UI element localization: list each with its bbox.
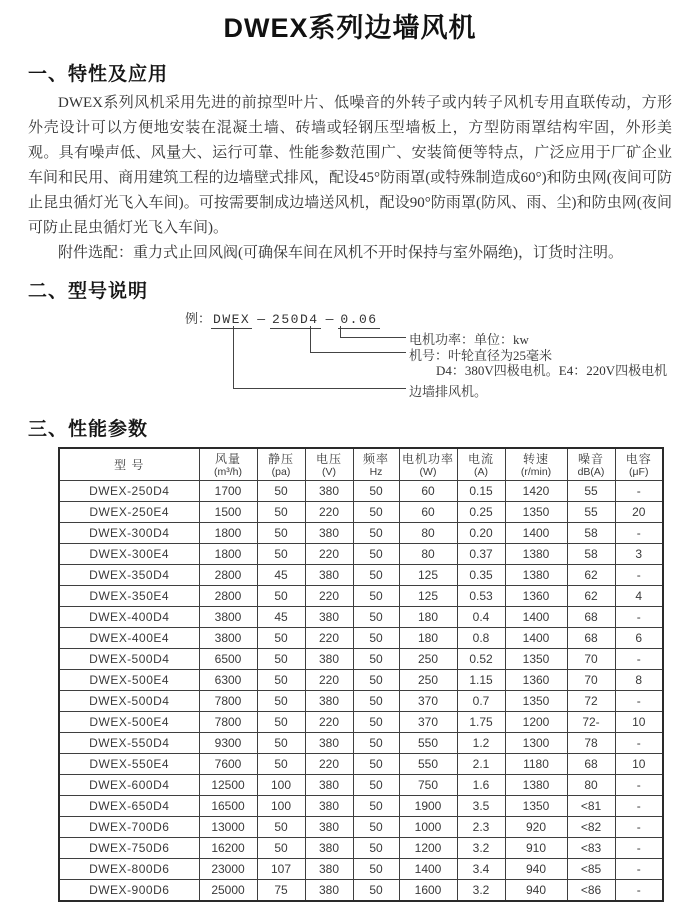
value-cell: 45	[257, 565, 305, 586]
value-cell: -	[615, 838, 663, 859]
performance-table-body	[59, 481, 663, 902]
value-cell: -	[615, 859, 663, 880]
value-cell: 6	[615, 628, 663, 649]
table-row	[59, 796, 663, 817]
section-heading-performance: 三、性能参数	[28, 419, 149, 440]
value-cell: -	[615, 880, 663, 902]
value-cell: 3.2	[457, 838, 505, 859]
value-cell: 80	[399, 544, 457, 565]
value-cell: 1500	[199, 502, 257, 523]
value-cell: 1180	[505, 754, 567, 775]
value-cell: 75	[257, 880, 305, 902]
model-cell: DWEX-250D4	[59, 481, 199, 502]
value-cell: 1360	[505, 586, 567, 607]
value-cell: 220	[305, 502, 353, 523]
value-cell: 50	[353, 712, 399, 733]
value-cell: 1380	[505, 544, 567, 565]
table-row	[59, 544, 663, 565]
value-cell: 50	[353, 838, 399, 859]
value-cell: 1700	[199, 481, 257, 502]
value-cell: 7800	[199, 712, 257, 733]
header-frequency: 频率 Hz	[353, 448, 399, 481]
value-cell: 50	[257, 712, 305, 733]
value-cell: 940	[505, 859, 567, 880]
value-cell: 220	[305, 586, 353, 607]
value-cell: 68	[567, 607, 615, 628]
value-cell: 50	[353, 880, 399, 902]
value-cell: 0.20	[457, 523, 505, 544]
value-cell: 7800	[199, 691, 257, 712]
value-cell: 60	[399, 481, 457, 502]
value-cell: 1350	[505, 649, 567, 670]
value-cell: 58	[567, 523, 615, 544]
table-row	[59, 880, 663, 902]
value-cell: 1200	[399, 838, 457, 859]
table-row	[59, 838, 663, 859]
accessories-paragraph: 附件选配：重力式止回风阀(可确保车间在风机不开时保持与室外隔绝)，订货时注明。	[58, 245, 623, 261]
value-cell: 100	[257, 796, 305, 817]
value-cell: 16500	[199, 796, 257, 817]
value-cell: 50	[353, 649, 399, 670]
header-voltage: 电压 (V)	[305, 448, 353, 481]
value-cell: 50	[353, 586, 399, 607]
value-cell: 50	[353, 859, 399, 880]
value-cell: 3.5	[457, 796, 505, 817]
value-cell: 50	[353, 817, 399, 838]
value-cell: 0.4	[457, 607, 505, 628]
model-cell: DWEX-700D6	[59, 817, 199, 838]
value-cell: 50	[353, 628, 399, 649]
model-cell: DWEX-300E4	[59, 544, 199, 565]
model-cell: DWEX-500D4	[59, 691, 199, 712]
value-cell: 50	[257, 754, 305, 775]
value-cell: 1.6	[457, 775, 505, 796]
value-cell: 250	[399, 670, 457, 691]
table-row	[59, 817, 663, 838]
value-cell: 50	[257, 586, 305, 607]
model-cell: DWEX-550E4	[59, 754, 199, 775]
section-heading-features: 一、特性及应用	[28, 64, 169, 85]
header-speed: 转速 (r/min)	[505, 448, 567, 481]
value-cell: 0.52	[457, 649, 505, 670]
value-cell: 50	[353, 670, 399, 691]
value-cell: <85	[567, 859, 615, 880]
value-cell: 60	[399, 502, 457, 523]
value-cell: 6500	[199, 649, 257, 670]
model-cell: DWEX-500E4	[59, 670, 199, 691]
header-static-pressure: 静压 (pa)	[257, 448, 305, 481]
model-cell: DWEX-650D4	[59, 796, 199, 817]
value-cell: 72-	[567, 712, 615, 733]
header-airflow: 风量 (m³/h)	[199, 448, 257, 481]
table-row	[59, 586, 663, 607]
value-cell: 220	[305, 628, 353, 649]
table-row	[59, 607, 663, 628]
table-row	[59, 733, 663, 754]
value-cell: 0.53	[457, 586, 505, 607]
table-header-row	[59, 448, 663, 481]
value-cell: 50	[353, 544, 399, 565]
value-cell: 50	[257, 733, 305, 754]
value-cell: 70	[567, 670, 615, 691]
value-cell: 125	[399, 565, 457, 586]
value-cell: 380	[305, 838, 353, 859]
value-cell: 920	[505, 817, 567, 838]
value-cell: 6300	[199, 670, 257, 691]
value-cell: 1000	[399, 817, 457, 838]
value-cell: 3800	[199, 628, 257, 649]
value-cell: -	[615, 565, 663, 586]
example-power-code: 0.06	[340, 312, 378, 327]
value-cell: -	[615, 775, 663, 796]
value-cell: 380	[305, 880, 353, 902]
value-cell: 250	[399, 649, 457, 670]
model-cell: DWEX-250E4	[59, 502, 199, 523]
value-cell: 0.8	[457, 628, 505, 649]
value-cell: 370	[399, 691, 457, 712]
value-cell: 50	[257, 628, 305, 649]
value-cell: 9300	[199, 733, 257, 754]
value-cell: 50	[257, 691, 305, 712]
value-cell: 1600	[399, 880, 457, 902]
value-cell: 80	[399, 523, 457, 544]
value-cell: 1400	[505, 628, 567, 649]
value-cell: 50	[353, 796, 399, 817]
value-cell: 1.15	[457, 670, 505, 691]
value-cell: 50	[257, 817, 305, 838]
model-cell: DWEX-800D6	[59, 859, 199, 880]
value-cell: <83	[567, 838, 615, 859]
value-cell: 0.7	[457, 691, 505, 712]
value-cell: 380	[305, 565, 353, 586]
label-motor-power: 电机功率：单位：kw	[409, 332, 529, 347]
example-series-code: DWEX	[213, 312, 251, 327]
value-cell: 1420	[505, 481, 567, 502]
value-cell: 50	[353, 523, 399, 544]
model-cell: DWEX-900D6	[59, 880, 199, 902]
value-cell: 12500	[199, 775, 257, 796]
table-row	[59, 712, 663, 733]
value-cell: 1400	[399, 859, 457, 880]
connector-line-series	[233, 326, 406, 389]
value-cell: -	[615, 796, 663, 817]
model-cell: DWEX-400E4	[59, 628, 199, 649]
model-example-line	[185, 308, 380, 327]
value-cell: 50	[353, 754, 399, 775]
value-cell: 50	[257, 523, 305, 544]
value-cell: 50	[353, 565, 399, 586]
value-cell: 2800	[199, 565, 257, 586]
table-row	[59, 691, 663, 712]
value-cell: 16200	[199, 838, 257, 859]
model-number-diagram	[28, 308, 672, 404]
value-cell: 50	[257, 670, 305, 691]
value-cell: 380	[305, 523, 353, 544]
value-cell: 2800	[199, 586, 257, 607]
value-cell: 0.35	[457, 565, 505, 586]
value-cell: 55	[567, 502, 615, 523]
value-cell: -	[615, 607, 663, 628]
value-cell: 2.1	[457, 754, 505, 775]
value-cell: 68	[567, 628, 615, 649]
value-cell: 50	[353, 481, 399, 502]
model-cell: DWEX-600D4	[59, 775, 199, 796]
value-cell: 125	[399, 586, 457, 607]
value-cell: 1350	[505, 796, 567, 817]
value-cell: 1.75	[457, 712, 505, 733]
value-cell: 50	[257, 838, 305, 859]
table-row	[59, 754, 663, 775]
model-cell: DWEX-350D4	[59, 565, 199, 586]
value-cell: 1350	[505, 691, 567, 712]
value-cell: -	[615, 733, 663, 754]
value-cell: 100	[257, 775, 305, 796]
table-row	[59, 775, 663, 796]
value-cell: 55	[567, 481, 615, 502]
value-cell: 750	[399, 775, 457, 796]
header-motor-power: 电机功率 (W)	[399, 448, 457, 481]
value-cell: 78	[567, 733, 615, 754]
value-cell: 550	[399, 733, 457, 754]
value-cell: 380	[305, 691, 353, 712]
value-cell: -	[615, 481, 663, 502]
value-cell: 68	[567, 754, 615, 775]
value-cell: -	[615, 649, 663, 670]
value-cell: 50	[353, 691, 399, 712]
table-row	[59, 502, 663, 523]
value-cell: 23000	[199, 859, 257, 880]
page-title: DWEX系列边墙风机	[223, 13, 477, 43]
model-cell: DWEX-750D6	[59, 838, 199, 859]
table-row	[59, 859, 663, 880]
value-cell: 50	[257, 481, 305, 502]
value-cell: 550	[399, 754, 457, 775]
value-cell: 50	[353, 607, 399, 628]
value-cell: 45	[257, 607, 305, 628]
value-cell: <81	[567, 796, 615, 817]
model-cell: DWEX-300D4	[59, 523, 199, 544]
value-cell: <86	[567, 880, 615, 902]
value-cell: -	[615, 523, 663, 544]
value-cell: 72	[567, 691, 615, 712]
value-cell: 0.15	[457, 481, 505, 502]
value-cell: 50	[257, 649, 305, 670]
value-cell: 380	[305, 817, 353, 838]
example-size-code: 250D4	[272, 312, 319, 327]
value-cell: 380	[305, 481, 353, 502]
value-cell: 1200	[505, 712, 567, 733]
value-cell: 1360	[505, 670, 567, 691]
value-cell: 1800	[199, 523, 257, 544]
value-cell: 370	[399, 712, 457, 733]
value-cell: 180	[399, 628, 457, 649]
value-cell: 4	[615, 586, 663, 607]
value-cell: -	[615, 817, 663, 838]
value-cell: 220	[305, 712, 353, 733]
label-machine-size: 机号：叶轮直径为25毫米	[409, 348, 553, 363]
performance-table	[58, 447, 664, 902]
value-cell: 7600	[199, 754, 257, 775]
value-cell: 220	[305, 754, 353, 775]
model-cell: DWEX-350E4	[59, 586, 199, 607]
value-cell: 3.2	[457, 880, 505, 902]
value-cell: 107	[257, 859, 305, 880]
value-cell: 20	[615, 502, 663, 523]
value-cell: 380	[305, 796, 353, 817]
value-cell: 1380	[505, 565, 567, 586]
table-row	[59, 628, 663, 649]
example-dash: —	[257, 312, 266, 327]
value-cell: 3.4	[457, 859, 505, 880]
header-model: 型 号	[59, 448, 199, 481]
value-cell: 1.2	[457, 733, 505, 754]
value-cell: -	[615, 691, 663, 712]
header-noise: 噪音 dB(A)	[567, 448, 615, 481]
value-cell: 2.3	[457, 817, 505, 838]
features-text	[28, 91, 672, 266]
value-cell: 180	[399, 607, 457, 628]
header-capacitance: 电容 (μF)	[615, 448, 663, 481]
model-cell: DWEX-500E4	[59, 712, 199, 733]
value-cell: 62	[567, 586, 615, 607]
value-cell: 1800	[199, 544, 257, 565]
value-cell: 58	[567, 544, 615, 565]
label-motor-types: D4：380V四极电机。E4：220V四极电机	[436, 363, 668, 378]
value-cell: 50	[257, 502, 305, 523]
value-cell: 50	[257, 544, 305, 565]
value-cell: 940	[505, 880, 567, 902]
value-cell: 0.37	[457, 544, 505, 565]
value-cell: 8	[615, 670, 663, 691]
table-row	[59, 523, 663, 544]
value-cell: 25000	[199, 880, 257, 902]
value-cell: 0.25	[457, 502, 505, 523]
value-cell: 50	[353, 502, 399, 523]
value-cell: 3800	[199, 607, 257, 628]
value-cell: 1300	[505, 733, 567, 754]
value-cell: 1380	[505, 775, 567, 796]
value-cell: 80	[567, 775, 615, 796]
value-cell: <82	[567, 817, 615, 838]
model-cell: DWEX-500D4	[59, 649, 199, 670]
table-row	[59, 649, 663, 670]
value-cell: 1400	[505, 607, 567, 628]
header-current: 电流 (A)	[457, 448, 505, 481]
table-row	[59, 670, 663, 691]
value-cell: 220	[305, 544, 353, 565]
value-cell: 10	[615, 754, 663, 775]
table-row	[59, 481, 663, 502]
value-cell: 62	[567, 565, 615, 586]
value-cell: 50	[353, 733, 399, 754]
value-cell: 10	[615, 712, 663, 733]
features-paragraph: DWEX系列风机采用先进的前掠型叶片、低噪音的外转子或内转子风机专用直联传动，方形外壳设计可以方便地安装在混凝土墙、砖墙或轻钢压型墙板上，方型防雨罩结构牢固，外形美观。具有噪声低、风量大、运行可靠、性能参数范围广、安装简便等特点，广泛应用于厂矿企业车间和民用、商用建筑工程的边墙壁式排风，配设45°防雨罩(或特殊制造成60°)和防虫网(夜间可防止昆虫循灯光飞入车间)。可按需要制成边墙送风机，配设90°防雨罩(防风、雨、尘)和防虫网(夜间可防止昆虫循灯光飞入车间)。	[28, 95, 672, 236]
value-cell: 220	[305, 670, 353, 691]
example-prefix: 例：	[185, 311, 212, 326]
value-cell: 910	[505, 838, 567, 859]
value-cell: 70	[567, 649, 615, 670]
label-series-meaning: 边墙排风机。	[409, 384, 488, 399]
value-cell: 1400	[505, 523, 567, 544]
value-cell: 1900	[399, 796, 457, 817]
model-cell: DWEX-550D4	[59, 733, 199, 754]
value-cell: 380	[305, 775, 353, 796]
value-cell: 50	[353, 775, 399, 796]
value-cell: 1350	[505, 502, 567, 523]
value-cell: 3	[615, 544, 663, 565]
value-cell: 380	[305, 607, 353, 628]
value-cell: 380	[305, 859, 353, 880]
table-row	[59, 565, 663, 586]
value-cell: 380	[305, 649, 353, 670]
value-cell: 380	[305, 733, 353, 754]
value-cell: 13000	[199, 817, 257, 838]
example-dash: —	[325, 312, 334, 327]
model-cell: DWEX-400D4	[59, 607, 199, 628]
section-heading-model: 二、型号说明	[28, 281, 149, 302]
